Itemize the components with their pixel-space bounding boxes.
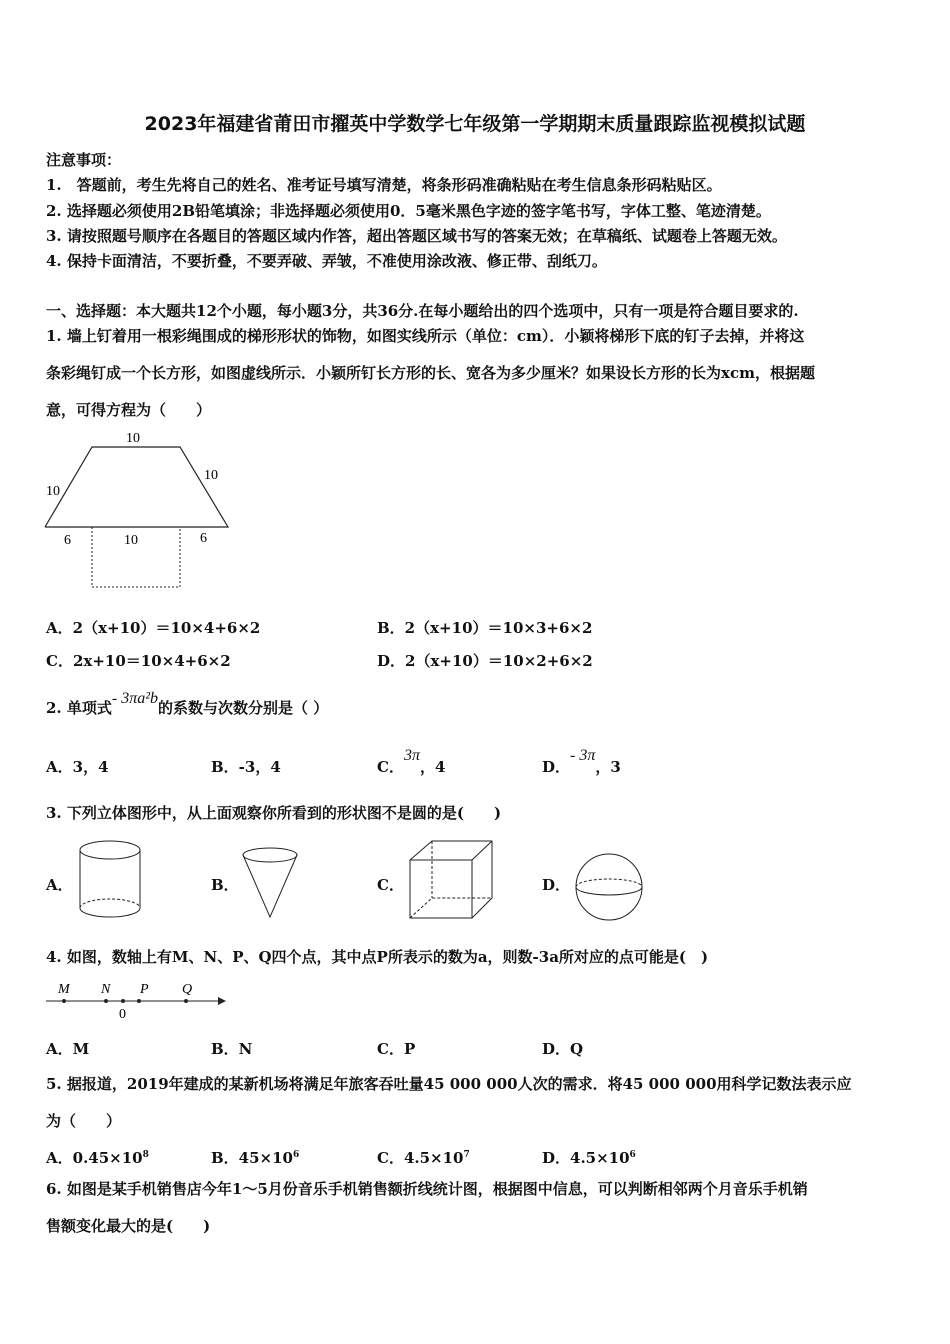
label-b1: 6 xyxy=(64,533,71,548)
notice-item: 3. 请按照题号顺序在各题目的答题区域内作答，超出答题区域书写的答案无效；在草稿纸、试题卷上答题无效。 xyxy=(46,227,787,245)
option-d[interactable]: D．Q xyxy=(542,1040,584,1058)
q2-expression: - 3πa²b xyxy=(111,690,159,707)
option-d[interactable]: D．2（x+10）＝10×2+6×2 xyxy=(377,652,593,670)
q2-prefix: 2. 单项式 xyxy=(46,699,112,717)
option-c[interactable]: C． xyxy=(377,876,404,894)
option-c[interactable]: C．P xyxy=(377,1040,416,1058)
option-text: C．4.5×10 xyxy=(377,1149,464,1167)
option-math: 3π xyxy=(403,747,420,764)
option-a[interactable]: A． xyxy=(46,876,73,894)
option-d[interactable] xyxy=(542,747,621,778)
question-text: 售额变化最大的是( ) xyxy=(46,1217,211,1235)
question-text: 条彩绳钉成一个长方形，如图虚线所示．小颖所钉长方形的长、宽各为多少厘米？如果设长方形的长为xcm，根据题 xyxy=(46,364,815,382)
option-math: - 3π xyxy=(570,747,596,764)
cube-icon xyxy=(405,838,497,923)
point-m: M xyxy=(58,982,70,997)
cone-icon xyxy=(238,845,303,925)
notice-item: 1. 答题前，考生先将自己的姓名、准考证号填写清楚，将条形码准确粘贴在考生信息条形码粘贴区。 xyxy=(46,176,722,194)
q2-suffix: 的系数与次数分别是（ ） xyxy=(158,699,329,717)
option-c[interactable] xyxy=(377,747,446,778)
question-text: 3. 下列立体图形中，从上面观察你所看到的形状图不是圆的是( ) xyxy=(46,804,502,822)
notice-heading: 注意事项： xyxy=(46,151,122,169)
option-a[interactable]: A．3，4 xyxy=(46,758,109,776)
point-n: N xyxy=(101,982,111,997)
section-heading: 一、选择题：本大题共12个小题，每小题3分，共36分.在每小题给出的四个选项中，只有一项是符合题目要求的. xyxy=(46,302,799,320)
option-tail: ，4 xyxy=(419,758,446,776)
point-q: Q xyxy=(182,982,193,997)
label-left: 10 xyxy=(46,484,60,499)
label-b3: 6 xyxy=(200,531,207,546)
option-b[interactable] xyxy=(211,1145,299,1168)
option-text: D．4.5×10 xyxy=(542,1149,630,1167)
exponent: 7 xyxy=(463,1150,470,1160)
option-b[interactable]: B．-3，4 xyxy=(211,758,281,776)
exponent: 6 xyxy=(629,1150,636,1160)
label-b2: 10 xyxy=(124,533,138,548)
point-p: P xyxy=(140,982,149,997)
option-a[interactable]: A．2（x+10）＝10×4+6×2 xyxy=(46,619,261,637)
exponent: 6 xyxy=(293,1150,300,1160)
cylinder-icon xyxy=(75,838,145,923)
option-label: C． xyxy=(377,758,404,776)
number-line xyxy=(44,980,234,1022)
question-text: 6. 如图是某手机销售店今年1～5月份音乐手机销售额折线统计图，根据图中信息，可以判断相邻两个月音乐手机销 xyxy=(46,1180,808,1198)
option-a[interactable]: A．M xyxy=(46,1040,90,1058)
question-text: 1. 墙上钉着用一根彩绳围成的梯形形状的饰物，如图实线所示（单位：cm）．小颖将梯形下底的钉子去掉，并将这 xyxy=(46,327,805,345)
question-text xyxy=(46,690,329,719)
label-right: 10 xyxy=(204,468,218,483)
zero-label: 0 xyxy=(119,1007,126,1022)
trapezoid-figure xyxy=(40,425,240,595)
notice-item: 4. 保持卡面清洁，不要折叠，不要弄破、弄皱，不准使用涂改液、修正带、刮纸刀。 xyxy=(46,252,607,270)
question-text: 5. 据报道，2019年建成的某新机场将满足年旅客吞吐量45 000 000人次的需求．将45 000 000用科学记数法表示应 xyxy=(46,1075,852,1093)
option-text: A．0.45×10 xyxy=(46,1149,143,1167)
option-d[interactable]: D． xyxy=(542,876,571,894)
question-text: 4. 如图，数轴上有M、N、P、Q四个点，其中点P所表示的数为a，则数-3a所对应的点可能是( ) xyxy=(46,948,709,966)
question-text: 为（ ） xyxy=(46,1112,122,1130)
option-text: B．45×10 xyxy=(211,1149,293,1167)
page-title: 2023年福建省莆田市擢英中学数学七年级第一学期期末质量跟踪监视模拟试题 xyxy=(144,113,806,135)
option-c[interactable]: C．2x+10＝10×4+6×2 xyxy=(46,652,231,670)
option-d[interactable] xyxy=(542,1145,636,1168)
option-b[interactable]: B．N xyxy=(211,1040,253,1058)
option-c[interactable] xyxy=(377,1145,470,1168)
sphere-icon xyxy=(572,850,647,925)
option-a[interactable] xyxy=(46,1145,149,1168)
option-b[interactable]: B． xyxy=(211,876,239,894)
label-top: 10 xyxy=(126,431,140,446)
option-label: D． xyxy=(542,758,571,776)
option-b[interactable]: B．2（x+10）＝10×3+6×2 xyxy=(377,619,593,637)
question-text: 意，可得方程为（ ） xyxy=(46,401,212,419)
exponent: 8 xyxy=(142,1150,149,1160)
notice-item: 2. 选择题必须使用2B铅笔填涂；非选择题必须使用0．5毫米黑色字迹的签字笔书写，字体工整、笔迹清楚。 xyxy=(46,202,771,220)
option-tail: ，3 xyxy=(595,758,621,776)
